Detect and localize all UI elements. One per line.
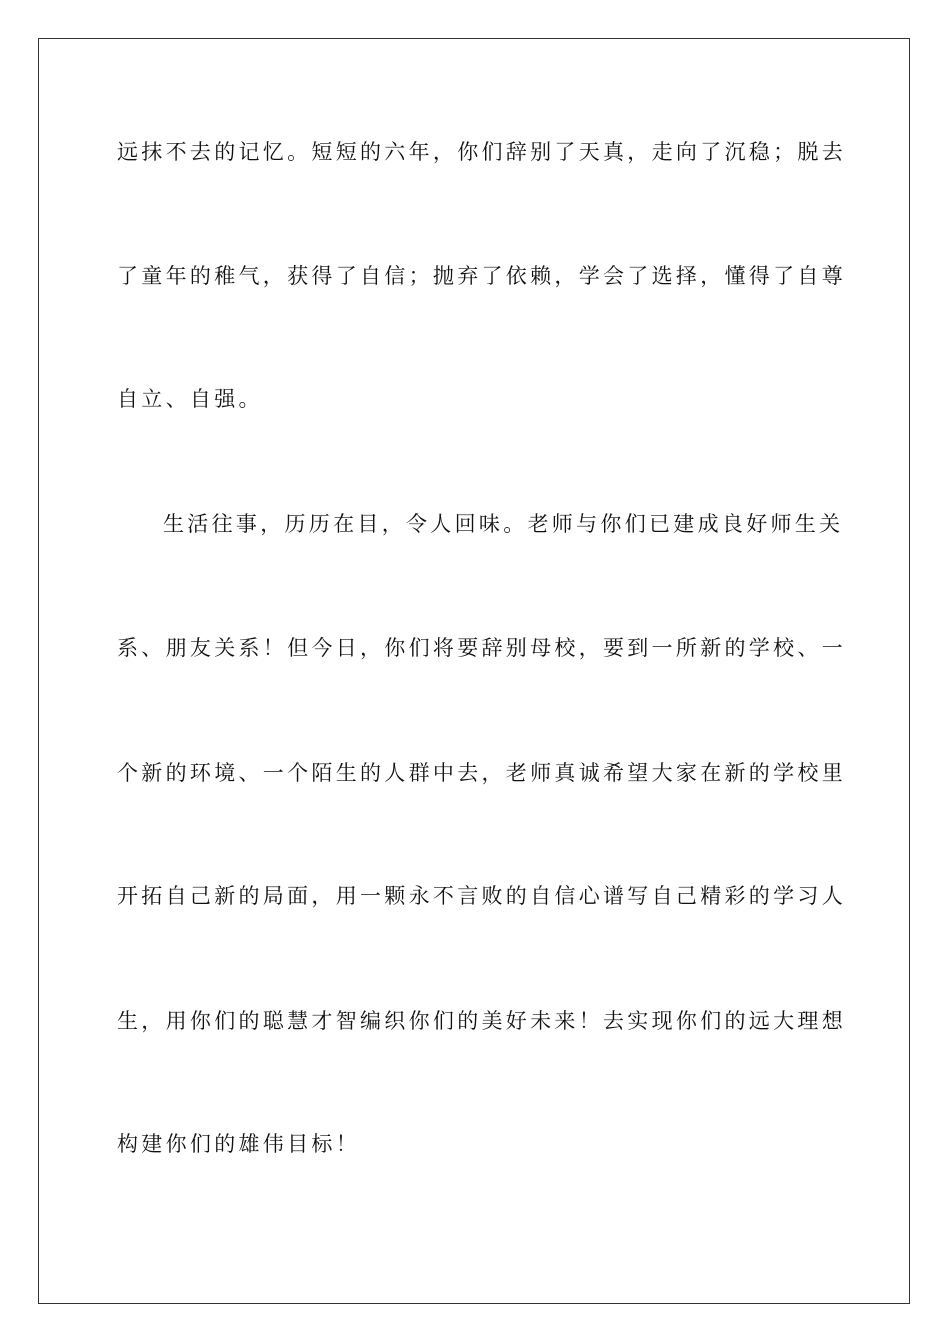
text-line-9: 构建你们的雄伟目标！ bbox=[117, 1132, 360, 1156]
text-line-1: 远抹不去的记忆。短短的六年，你们辞别了天真，走向了沉稳；脱去 bbox=[117, 140, 846, 164]
text-line-5: 系、朋友关系！但今日，你们将要辞别母校，要到一所新的学校、一 bbox=[117, 636, 846, 660]
text-line-6: 个新的环境、一个陌生的人群中去，老师真诚希望大家在新的学校里 bbox=[117, 761, 846, 785]
text-line-3: 自立、自强。 bbox=[117, 387, 263, 411]
text-line-7: 开拓自己新的局面，用一颗永不言败的自信心谱写自己精彩的学习人 bbox=[117, 884, 846, 908]
page-border bbox=[38, 38, 910, 1304]
text-line-8: 生，用你们的聪慧才智编织你们的美好未来！去实现你们的远大理想 bbox=[117, 1009, 846, 1033]
text-line-4: 生活往事，历历在目，令人回味。老师与你们已建成良好师生关 bbox=[163, 512, 844, 536]
text-line-2: 了童年的稚气，获得了自信；抛弃了依赖，学会了选择，懂得了自尊 bbox=[117, 264, 846, 288]
